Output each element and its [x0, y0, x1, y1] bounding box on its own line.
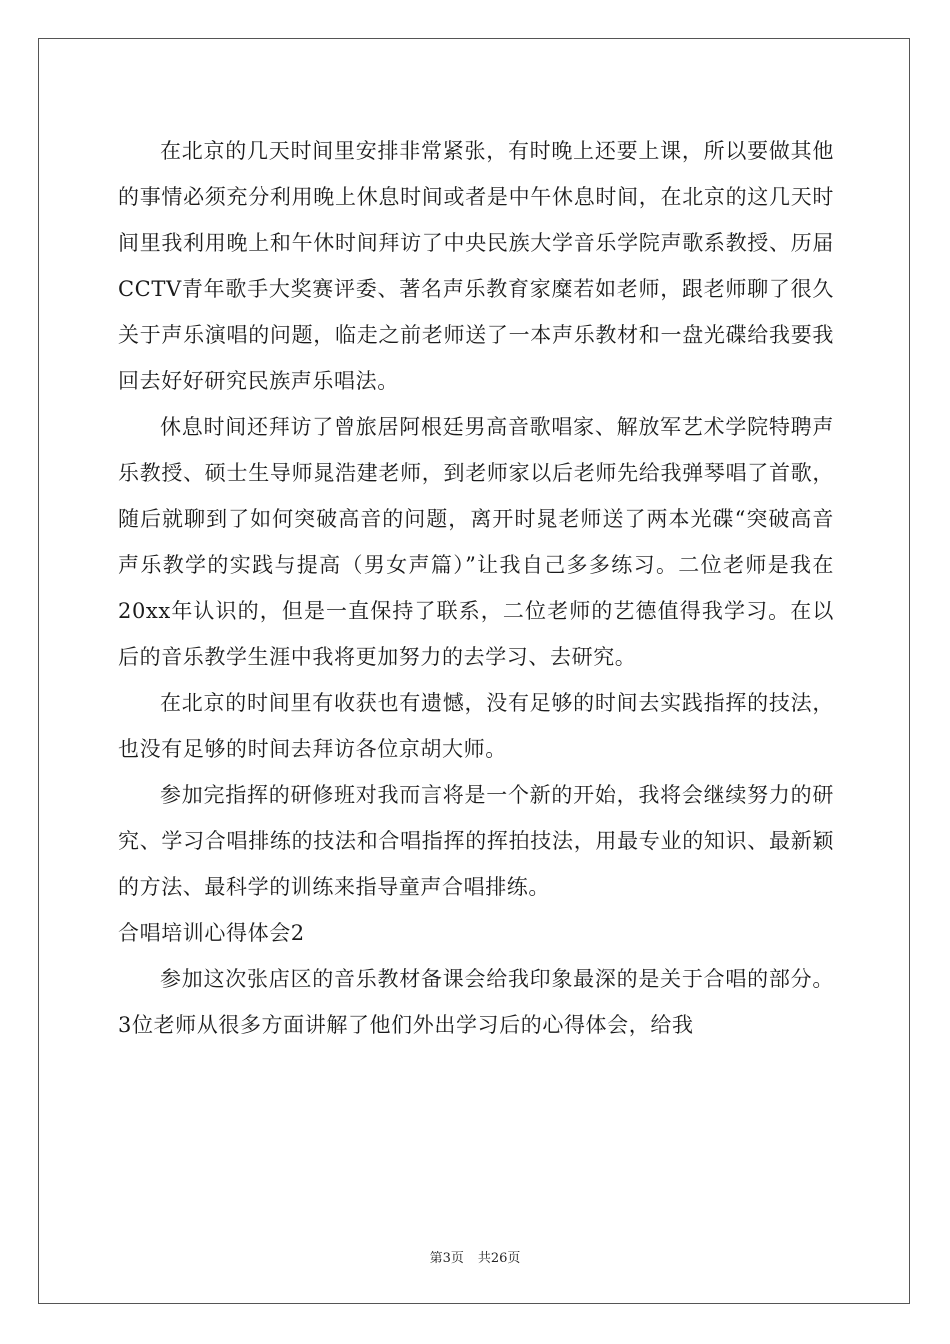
paragraph-gains-regrets: 在北京的时间里有收获也有遗憾，没有足够的时间去实践指挥的技法，也没有足够的时间去拜访各位京胡大师。: [118, 691, 834, 761]
section-heading: 合唱培训心得体会2: [118, 921, 305, 945]
page-total: 共26页: [477, 1251, 521, 1266]
page-footer: [0, 1247, 950, 1266]
paragraph-beijing-schedule: 在北京的几天时间里安排非常紧张，有时晚上还要上课，所以要做其他的事情必须充分利用晚上休息时间或者是中午休息时间，在北京的这几天时间里我利用晚上和午休时间拜访了中央民族大学音乐学院声歌系教授、历届CCTV青年歌手大奖赛评委、著名声乐教育家糜若如老师，跟老师聊了很久关于声乐演唱的问题，临走之前老师送了一本声乐教材和一盘光碟给我要我回去好好研究民族声乐唱法。: [118, 139, 834, 393]
document-body: [118, 128, 834, 1048]
page-number: 第3页: [429, 1251, 464, 1266]
paragraph-section-intro: 参加这次张店区的音乐教材备课会给我印象最深的是关于合唱的部分。3位老师从很多方面讲解了他们外出学习后的心得体会，给我: [118, 967, 834, 1037]
paragraph-visit-teacher: 休息时间还拜访了曾旅居阿根廷男高音歌唱家、解放军艺术学院特聘声乐教授、硕士生导师晁浩建老师，到老师家以后老师先给我弹琴唱了首歌，随后就聊到了如何突破高音的问题，离开时晁老师送了两本光碟“突破高音声乐教学的实践与提高（男女声篇）”让我自己多多练习。二位老师是我在20xx年认识的，但是一直保持了联系，二位老师的艺德值得我学习。在以后的音乐教学生涯中我将更加努力的去学习、去研究。: [118, 415, 834, 669]
paragraph-new-start: 参加完指挥的研修班对我而言将是一个新的开始，我将会继续努力的研究、学习合唱排练的技法和合唱指挥的挥拍技法，用最专业的知识、最新颖的方法、最科学的训练来指导童声合唱排练。: [118, 783, 834, 899]
